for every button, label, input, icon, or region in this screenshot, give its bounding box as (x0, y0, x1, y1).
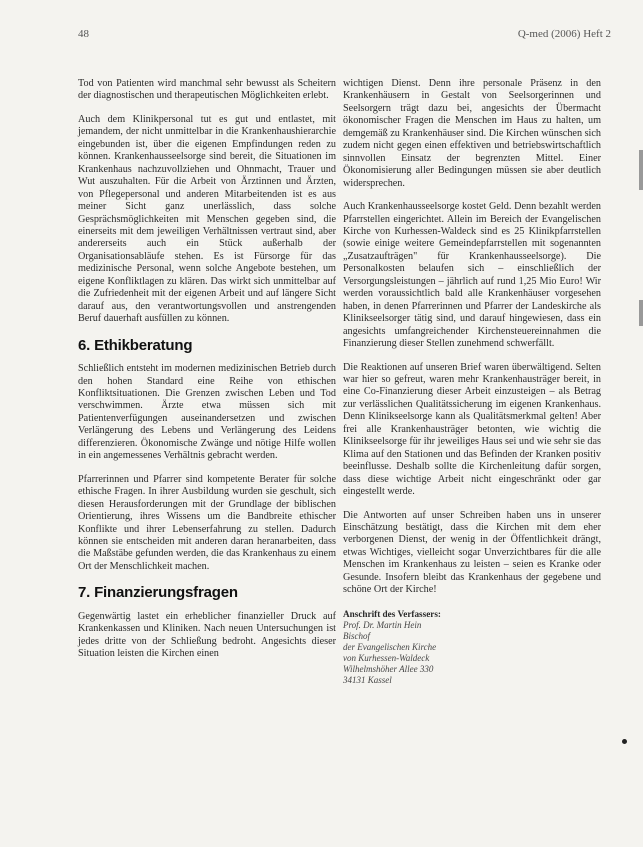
scan-edge-mark (639, 300, 643, 326)
address-title: Anschrift des Verfassers: (343, 608, 441, 619)
journal-name: Q-med (2006) Heft 2 (517, 28, 611, 40)
address-line: Wilhelmshöher Allee 330 (343, 663, 434, 674)
section-heading-ethikberatung: 6. Ethikberatung (78, 336, 193, 354)
paragraph: Gegenwärtig lastet ein erheblicher finanzieller Druck auf Krankenkassen und Kliniken. Nach neuen Untersuchungen ist jedes dritte von der Schließung bedroht. Angesichts dieser Situation leisten die Kirchen einen (78, 610, 336, 660)
right-column (343, 78, 601, 686)
section-heading-finanzierungsfragen: 7. Finanzierungsfragen (78, 584, 238, 602)
paragraph: Die Antworten auf unser Schreiben haben uns in unserer Einschätzung bestätigt, dass die Kirchen mit dem eher verborgenen Dienst, der wenig in der Öffentlichkeit drängt, etwas Wichtiges, vielleicht sogar Unverzichtbares für die alle Menschen im Krankenhaus zu leisten – seien es Kranke oder Gesunde. Insofern bleibt das Krankenhaus der gegebene und schöne Ort der Kirche! (343, 509, 601, 596)
page-number: 48 (78, 28, 89, 40)
author-address (343, 609, 601, 686)
address-line: von Kurhessen-Waldeck (343, 652, 430, 663)
scan-edge-mark (639, 150, 643, 190)
page-header (78, 28, 611, 44)
left-column (78, 78, 336, 672)
address-line: Prof. Dr. Martin Hein (343, 619, 422, 630)
address-line: Bischof (343, 630, 370, 641)
address-line: der Evangelischen Kirche (343, 641, 437, 652)
address-line: 34131 Kassel (343, 674, 392, 685)
paragraph: Auch dem Klinikpersonal tut es gut und entlastet, mit jemandem, der nicht unmittelbar in die Krankenhaushierarchie eingebunden ist, über die eigenen Empfindungen reden zu können. Krankenhausseelsorge sind bereit, die Situationen im Krankenhaus nachzuvollziehen und Ohnmacht, Trauer und Wut auszuhalten. Für die Arbeit von Ärztinnen und Ärzten, von Pflegepersonal und anderen Mitarbeitenden ist es aus meiner Sicht ganz unerlässlich, dass solche Gesprächsmöglichkeiten mit Menschen gegeben sind, die einerseits mit dem jeweiligen Verhältnissen vertraut sind, aber andererseits auch ein Stück außerhalb der Organisationsabläufe stehen. Es ist Fürsorge für das medizinische Personal, wenn solche Angebote bestehen, um eigene Konfliktlagen zu klären. Das wirkt sich unmittelbar auf die Zufriedenheit mit der eigenen Arbeit und auf längere Sicht darauf aus, den verantwortungsvollen und anstrengenden Beruf dauerhaft ausfüllen zu können. (78, 113, 336, 325)
paragraph: Schließlich entsteht im modernen medizinischen Betrieb durch den hohen Standard eine Reihe von ethischen Konfliktsituationen. Die Grenzen zwischen Leben und Tod verschwimmen. Ärzte etwa müssen sich mit Patientenverfügungen auseinandersetzen und zwischen Verlängerung des Lebens und Verlängerung des Leidens differenzieren. Ökonomische Zwänge und nötige Hilfe wollen in ein angemessenes Verhältnis gebracht werden. (78, 363, 336, 462)
paragraph: Tod von Patienten wird manchmal sehr bewusst als Scheitern der diagnostischen und therapeutischen Möglichkeiten erlebt. (78, 78, 336, 102)
paragraph: wichtigen Dienst. Denn ihre personale Präsenz in den Krankenhäusern in Gestalt von Seelsorgerinnen und Seelsorgern trägt dazu bei, angesichts der Übermacht ökonomischer Fragen die Menschen im Haus zu halten, um demgemäß zu Krankenhäuser sind. Die Kirchen wünschen sich zudem nicht gegen einen effektiven und betriebswirtschaftlich sinnvollen Einsatz der begrenzten Mittel. Einer Ökonomisierung aller Bedingungen müssen sie aber deutlich widersprechen. (343, 78, 602, 189)
end-bullet-mark (622, 739, 627, 744)
paragraph: Die Reaktionen auf unseren Brief waren überwältigend. Selten war hier so gefreut, waren mehr Krankenhausträger bereit, in eine Co-Finanzierung dieser Arbeit einzusteigen – als Betrag zur verlässlichen Qualitätssicherung im eigenen Krankenhaus. Denn Klinikseelsorge kann als Qualitätsmerkmal gelten! Aber frei alle Krankenhausträger betonten, wie wichtig die Klinikseelsorge für ihr jeweiliges Haus sei und wie sehr sie das Klima auf den Stationen und das Befinden der Kranken positiv beeinflusse. Deshalb sollte die Kirchenleitung dafür sorgen, dass diese wichtige Arbeit nicht eingeschränkt oder gar eingestellt werde. (343, 361, 601, 498)
paragraph: Auch Krankenhausseelsorge kostet Geld. Denn bezahlt werden Pfarrstellen eingerichtet. Allein im Bereich der Evangelischen Kirche von Kurhessen-Waldeck sind es 25 Klinikpfarrstellen (sowie einige weitere Gemeindepfarrstellen mit sogenannten „Zusatzaufträgen" für Krankenhausseelsorge). Die Personalkosten belaufen sich – einschließlich der Versorgungsleistungen – jährlich auf rund 1,25 Mio Euro! Wir werden voraussichtlich bald alle Krankenhäuser vorgesehen haben, in denen Pfarrerinnen und Pfarrer der Landeskirche als Klinikseelsorger tätig sind, und darauf hingewiesen, dass ein angesichts umfangreichender Kirchensteuereinnahmen die Finanzierung dieser Stellen zunehmend schwerfällt. (343, 201, 601, 350)
paragraph: Pfarrerinnen und Pfarrer sind kompetente Berater für solche ethische Fragen. In ihrer Ausbildung wurden sie geschult, sich diesen Herausforderungen mit der Grundlage der biblischen Orientierung, ihres Wissens um die Bandbreite ethischer Konflikte und ihrer Lebenserfahrung zu stellen. Dadurch können sie entscheiden mit anderen daran heranarbeiten, dass die Maßstäbe gefunden werden, die das Krankenhaus zu einem Ort der Menschlichkeit machen. (78, 473, 336, 572)
